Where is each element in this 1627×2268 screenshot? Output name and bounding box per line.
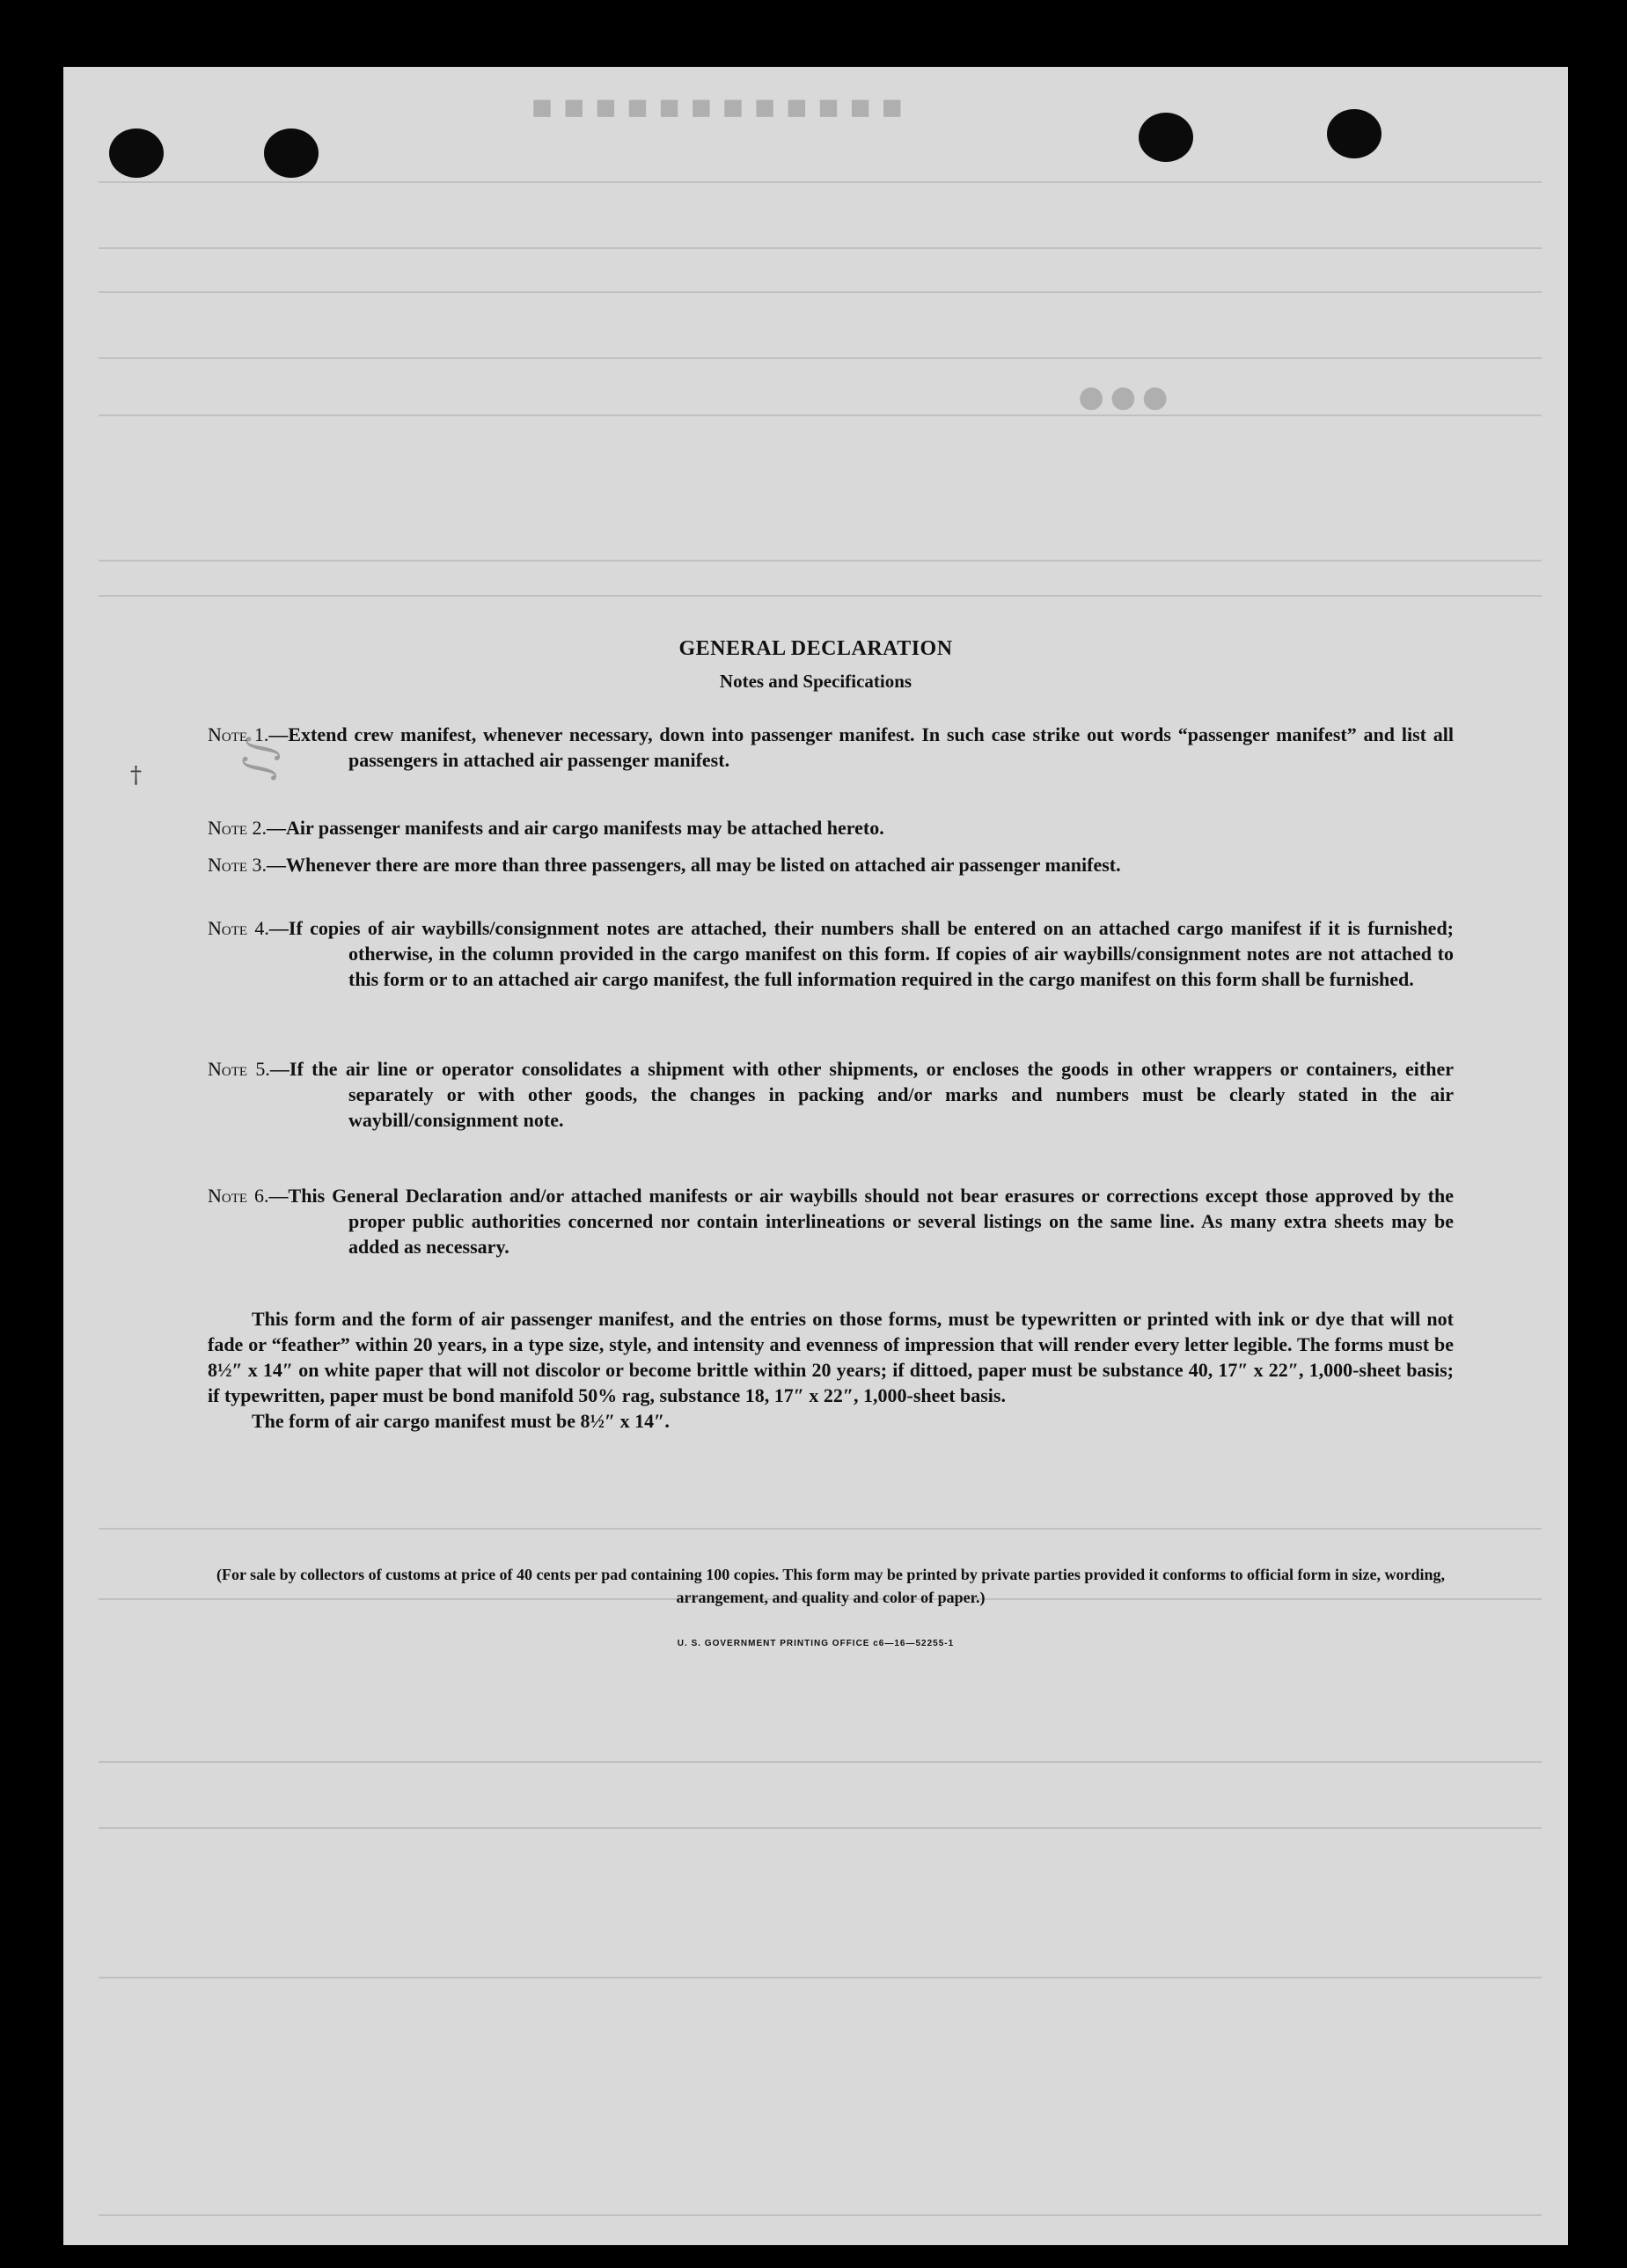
note-label: Note 3.	[208, 854, 268, 876]
document-subtitle: Notes and Specifications	[719, 671, 912, 692]
note-text: —This General Declaration and/or attached manifests or air waybills should not bear erasures or corrections except those approved by the proper public authorities concerned nor contain interlineations or several listings on the same line. As many extra sheets may be added as necessary.	[268, 1185, 1454, 1258]
document-sheet: ■■■■■■■■■■■■ ●●● ∫∫ † GENERAL DECLARATION Notes and Specifications Note 1.—Extend crew manifest, whenever necessary, down into passenger manifest. In such case strike out words “passenger manifest” and list all passengers in attached air passenger manifest. Note 2.—Air passenger manifests and air cargo manifests may be attached hereto. Note 3.—Whenever there are more than three passengers, all may be listed on attached air passenger manifest. Note 4.—If copies of air waybills/consignment notes are attached, their numbers shall be entered on an attached cargo manifest if it is furnished; otherwise, in the column provided in the cargo manifest on this form. If copies of air waybills/consignment notes are not attached to this form or to an attached air cargo manifest, the full information required in the cargo manifest on this form shall be furnished. Note 5.—If the air line or operator consolidates a shipment with other shipments, or encloses the goods in other wrappers or containers, either separately or with other goods, the changes in packing and/or marks and numbers must be clearly stated in the air waybill/consignment note. Note 6.—This General Declaration and/or attached manifests or air waybills should not bear erasures or corrections except those approved by the proper public authorities concerned nor contain interlineations or several listings on the same line. As many extra sheets may be added as necessary. This form and the form of air passenger manifest, and the entries on those forms, must be typewritten or printed with ink or dye that will not fade or “feather” within 20 years, in a type size, style, and intensity and evenness of impression that will render every letter legible. The forms must be 8½″ x 14″ on white paper that will not discolor or become brittle within 20 years; if dittoed, paper must be substance 40, 17″ x 22″, 1,000-sheet basis; if typewritten, paper must be bond manifold 50% rag, substance 18, 17″ x 22″, 1,000-sheet basis. The form of air cargo manifest must be 8½″ x 14″. (For sale by collectors of customs at price of 40 cents per pad containing 100 copies. This form may be printed by private parties provided it conforms to official form in size, wording, arrangement, and quality and color of paper.) U. S. GOVERNMENT PRINTING OFFICE c6—16—52255-1	[63, 67, 1568, 2245]
cargo-form-size-text: The form of air cargo manifest must be 8½″ x 14″.	[252, 1410, 670, 1432]
note-label: Note 1.	[208, 723, 269, 745]
note-text: —If copies of air waybills/consignment notes are attached, their numbers shall be entered on an attached cargo manifest if it is furnished; otherwise, in the column provided in the cargo manifest on this form. If copies of air waybills/consignment notes are not attached to this form or to an attached air cargo manifest, the full information required in the cargo manifest on this form shall be furnished.	[268, 917, 1455, 990]
sale-notice: (For sale by collectors of customs at price of 40 cents per pad containing 100 copies. This form may be printed by private parties provided it conforms to official form in size, wording, arrangement, and quality and color of paper.)	[216, 1566, 1446, 1606]
note-5	[208, 1056, 1454, 1133]
note-text: —Air passenger manifests and air cargo manifests may be attached hereto.	[267, 817, 884, 839]
document-title: GENERAL DECLARATION	[678, 637, 953, 660]
note-6	[208, 1183, 1454, 1259]
notes-and-specifications	[63, 67, 1568, 2245]
specification-paragraph	[208, 1306, 1454, 1434]
note-text: —Extend crew manifest, whenever necessary, down into passenger manifest. In such case strike out words “passenger manifest” and list all passengers in attached air passenger manifest.	[268, 723, 1454, 771]
printer-imprint: U. S. GOVERNMENT PRINTING OFFICE c6—16—52255-1	[677, 1639, 955, 1648]
note-2	[208, 815, 1454, 840]
note-1	[208, 722, 1454, 773]
specification-text: This form and the form of air passenger manifest, and the entries on those forms, must be typewritten or printed with ink or dye that will not fade or “feather” within 20 years, in a type size, style, and intensity and evenness of impression that will render every letter legible. The forms must be 8½″ x 14″ on white paper that will not discolor or become brittle within 20 years; if dittoed, paper must be substance 40, 17″ x 22″, 1,000-sheet basis; if typewritten, paper must be bond manifold 50% rag, substance 18, 17″ x 22″, 1,000-sheet basis.	[208, 1308, 1454, 1406]
pencil-mark: †	[130, 762, 142, 789]
note-label: Note 6.	[208, 1185, 269, 1207]
note-text: —Whenever there are more than three passengers, all may be listed on attached air passenger manifest.	[267, 854, 1121, 876]
note-4	[208, 915, 1454, 992]
note-label: Note 4.	[208, 917, 269, 939]
note-label: Note 2.	[208, 817, 268, 839]
note-label: Note 5.	[208, 1058, 270, 1080]
note-3	[208, 852, 1454, 877]
pencil-mark: ∫∫	[233, 734, 286, 782]
note-text: —If the air line or operator consolidates a shipment with other shipments, or encloses the goods in other wrappers or containers, either separately or with other goods, the changes in packing and/or marks and numbers must be clearly stated in the air waybill/consignment note.	[269, 1058, 1455, 1131]
